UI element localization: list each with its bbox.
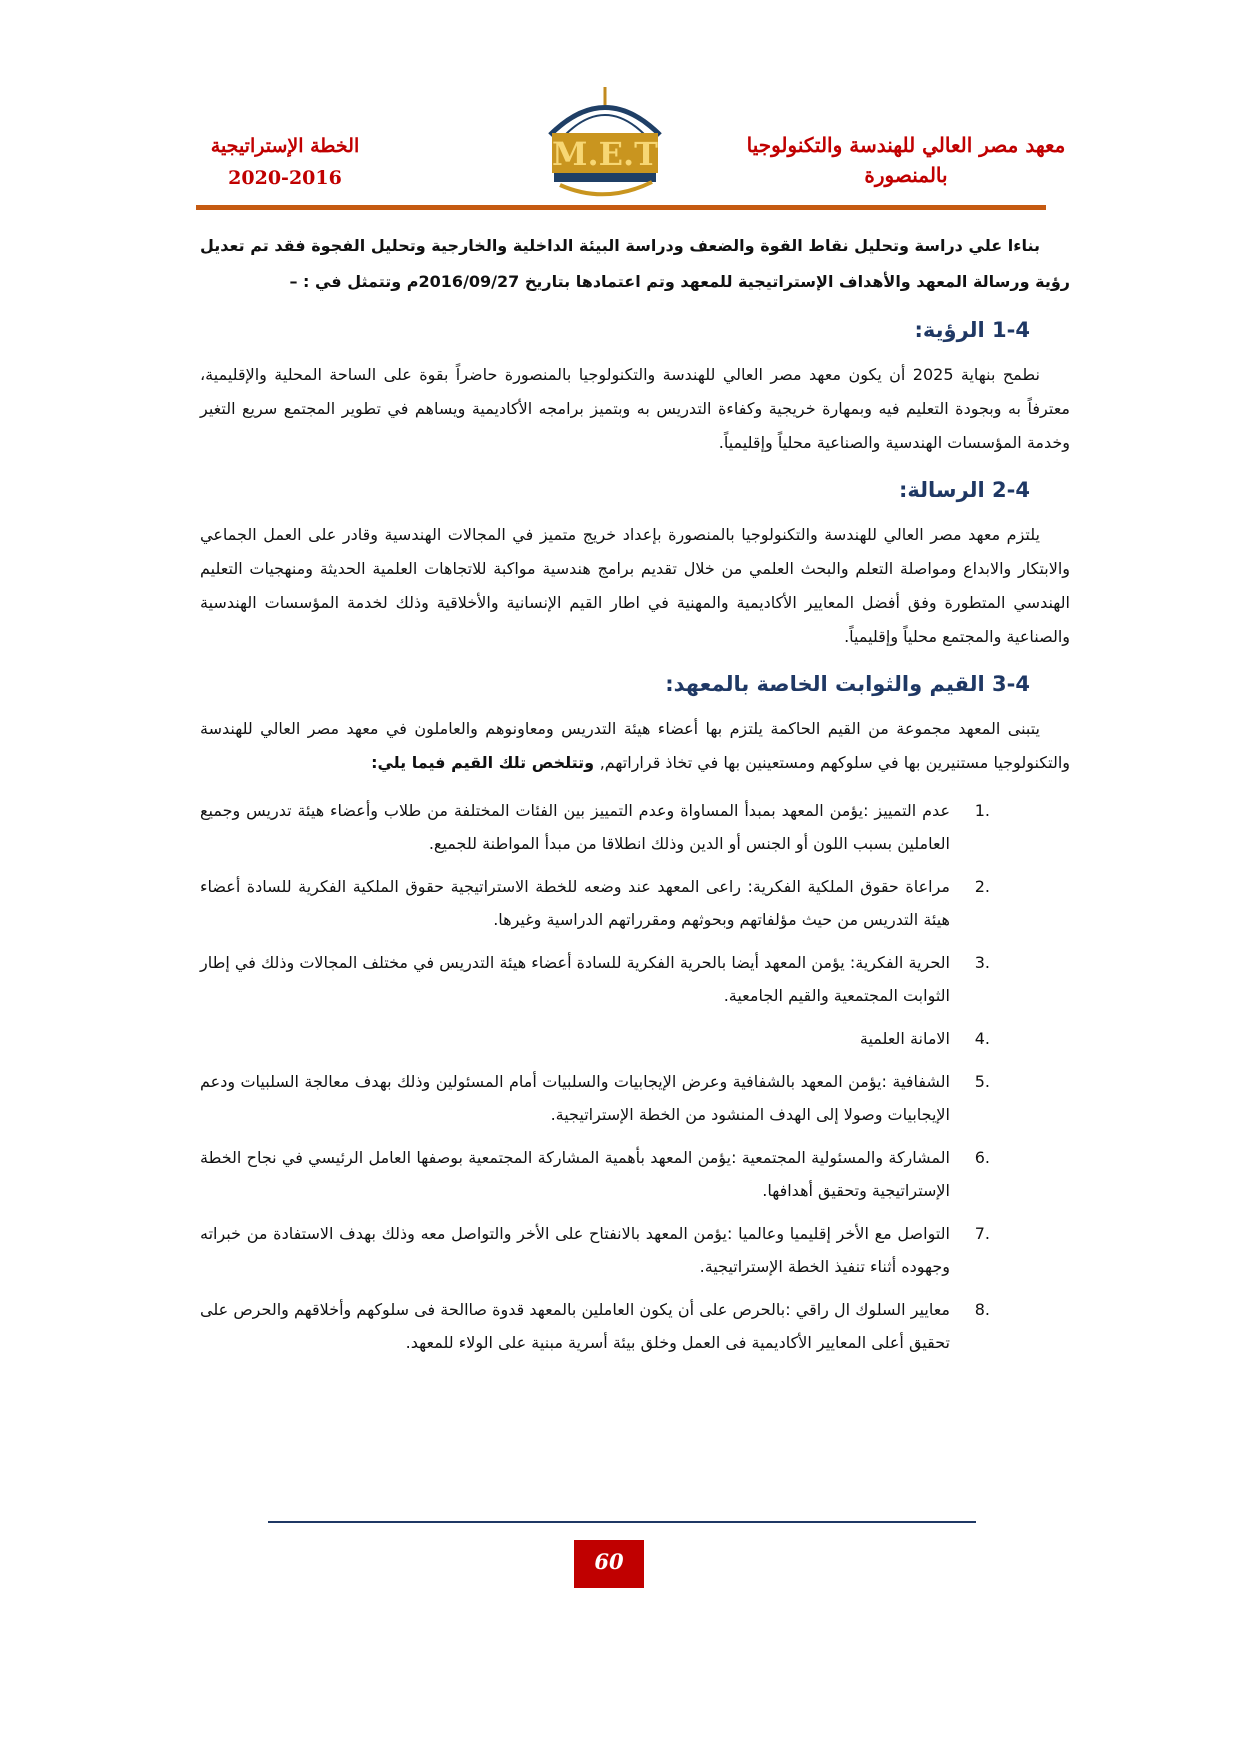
list-item — [200, 870, 1070, 936]
list-text: الحرية الفكرية: يؤمن المعهد أيضا بالحرية الفكرية للسادة أعضاء هيئة التدريس في مختلف المجالات وذلك في إطار الثوابت المجتمعية والقيم الجامعية. — [200, 953, 950, 1005]
plan-title-block — [190, 130, 380, 194]
list-number: 6. — [974, 1148, 990, 1167]
svg-text:M.E.T: M.E.T — [552, 135, 658, 173]
values-intro-bold: وتتلخص تلك القيم فيما يلي: — [371, 753, 600, 772]
list-text: التواصل مع الأخر إقليميا وعالميا :يؤمن المعهد بالانفتاح على الأخر والتواصل معه وذلك بهدف الاستفادة من خبراته وجهوده أثناء تنفيذ الخطة الإستراتيجية. — [200, 1224, 950, 1276]
list-text: عدم التمييز :يؤمن المعهد بمبدأ المساواة وعدم التمييز بين الفئات المختلفة من طلاب وأعضاء هيئة تدريس وجميع العاملين بسبب اللون أو الجنس أو الدين وذلك انطلاقا من مبدأ المواطنة للجميع. — [200, 801, 950, 853]
page-footer — [200, 1507, 1070, 1590]
list-number: 3. — [974, 953, 990, 972]
vision-paragraph: نطمح بنهاية 2025 أن يكون معهد مصر العالي للهندسة والتكنولوجيا بالمنصورة حاضراً بقوة على الساحة المحلية والإقليمية، معترفاً به وبجودة التعليم فيه وبمهارة خريجية وكفاءة التدريس به وبتميز برامجه الأكاديمية ويساهم في تطوير المجتمع سريع التغير وخدمة المؤسسات الهندسية والصناعية محلياً وإقليمياً. — [200, 365, 1070, 452]
vision-heading: 1-4 الرؤية: — [914, 318, 1030, 342]
values-list — [200, 794, 1070, 1359]
list-number: 4. — [974, 1029, 990, 1048]
list-text: مراعاة حقوق الملكية الفكرية: راعى المعهد عند وضعه للخطة الاستراتيجية حقوق الملكية الفكرية للسادة أعضاء هيئة التدريس من حيث مؤلفاتهم وبحوثهم ومقرراتهم الدراسية وغيرها. — [200, 877, 950, 929]
header-divider — [196, 205, 1046, 210]
list-number: 2. — [974, 877, 990, 896]
institute-name-line1: معهد مصر العالي للهندسة والتكنولوجيا — [746, 133, 1066, 157]
list-text: المشاركة والمسئولية المجتمعية :يؤمن المعهد بأهمية المشاركة المجتمعية بوصفها العامل الرئيسي في نجاح الخطة الإستراتيجية وتحقيق أهدافها. — [200, 1148, 950, 1200]
footer-divider — [268, 1521, 976, 1523]
list-number: 1. — [974, 801, 990, 820]
document-body — [200, 228, 1070, 1369]
intro-paragraph: بناءا علي دراسة وتحليل نقاط القوة والضعف ودراسة البيئة الداخلية والخارجية وتحليل الفجوة فقد تم تعديل رؤية ورسالة المعهد والأهداف الإستراتيجية للمعهد وتم اعتمادها بتاريخ 2016/09/27م وتتمثل في : – — [200, 236, 1070, 291]
list-item — [200, 946, 1070, 1012]
page-flow — [200, 228, 1070, 1590]
list-item — [200, 794, 1070, 860]
list-number: 5. — [974, 1072, 990, 1091]
list-text: معايير السلوك ال راقي :بالحرص على أن يكون العاملين بالمعهد قدوة صاالحة فى سلوكهم وأخلاقهم والحرص على تحقيق أعلى المعايير الأكاديمية فى العمل وخلق بيئة أسرية مبنية على الولاء للمعهد. — [200, 1300, 950, 1352]
plan-title: الخطة الإستراتيجية — [210, 135, 360, 157]
list-item — [200, 1217, 1070, 1283]
met-logo — [540, 85, 670, 200]
mission-paragraph: يلتزم معهد مصر العالي للهندسة والتكنولوجيا بالمنصورة بإعداد خريج متميز في المجالات الهندسية وقادر على العمل الجماعي والابتكار والابداع ومواصلة التعلم والبحث العلمي من خلال تقديم برامج هندسية مواكبة للاتجاهات العلمية الحديثة ومنهجيات التعليم الهندسي المتطورة وفق أفضل المعايير الأكاديمية والمهنية في اطار القيم الإنسانية والأخلاقية وذلك لخدمة المؤسسات الهندسية والصناعية والمجتمع محلياً وإقليمياً. — [200, 525, 1070, 646]
list-item — [200, 1141, 1070, 1207]
values-heading: 3-4 القيم والثوابت الخاصة بالمعهد: — [665, 672, 1030, 696]
institute-name-line2: بالمنصورة — [864, 163, 948, 187]
list-item — [200, 1065, 1070, 1131]
page-number: 60 — [574, 1540, 644, 1588]
plan-years: 2020-2016 — [228, 167, 342, 189]
values-intro-paragraph — [200, 712, 1070, 780]
list-item — [200, 1022, 1070, 1055]
list-number: 7. — [974, 1224, 990, 1243]
values-intro-text: يتبنى المعهد مجموعة من القيم الحاكمة يلتزم بها أعضاء هيئة التدريس ومعاونوهم والعاملون في معهد مصر العالي للهندسة والتكنولوجيا مستنيرين بها في سلوكهم ومستعينين بها في تخاذ قراراتهم, — [200, 719, 1070, 772]
list-number: 8. — [974, 1300, 990, 1319]
mission-heading: 2-4 الرسالة: — [899, 478, 1030, 502]
institute-name — [741, 130, 1071, 190]
list-text: الشفافية :يؤمن المعهد بالشفافية وعرض الإيجابيات والسلبيات أمام المسئولين وذلك بهدف معالجة السلبيات ودعم الإيجابيات وصولا إلى الهدف المنشود من الخطة الإستراتيجية. — [200, 1072, 950, 1124]
list-item — [200, 1293, 1070, 1359]
list-text: الامانة العلمية — [859, 1029, 950, 1048]
